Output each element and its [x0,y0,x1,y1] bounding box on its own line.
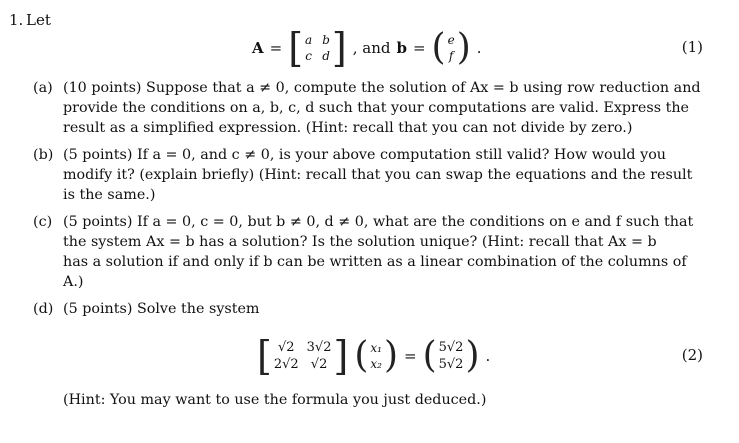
part-d-label: (d) [33,301,54,317]
problem-number: 1. [9,11,24,29]
matrix-entry: 3√2 [306,340,332,355]
matrix-a [288,24,347,72]
left-paren-icon: ( [354,335,369,376]
rhs-entries [439,340,464,372]
matrix-a-symbol: A [252,39,264,57]
matrix-entry: d [322,49,330,63]
vector-entry: 5√2 [438,340,464,355]
matrix-entry: c [305,49,312,63]
left-bracket-icon: [ [288,24,304,72]
text-line: A.) [63,274,84,290]
coefficient-entries [274,340,332,372]
coefficient-matrix [257,332,349,380]
vector-b-symbol: b [396,39,407,57]
right-paren-icon: ) [456,27,471,68]
final-hint: (Hint: You may want to use the formula you just deduced.) [63,392,487,408]
text-line: (5 points) If a = 0, and c ≠ 0, is your above computation still valid? How would you [63,147,667,163]
period: . [485,347,491,365]
right-bracket-icon: ] [331,24,347,72]
equals-sign: = [412,39,426,57]
rhs-vector [422,335,480,376]
unknowns-vector [354,335,398,376]
equals-sign: = [403,347,417,365]
part-c-label: (c) [33,214,53,230]
part-d-text [63,299,708,319]
matrix-entry: √2 [310,357,328,372]
text-line: modify it? (explain briefly) (Hint: recall that you can swap the equations and the result [63,167,693,183]
period: . [476,39,482,57]
equation-number-1: (1) [681,38,703,56]
part-b [33,145,713,205]
right-paren-icon: ) [383,335,398,376]
matrix-entry: a [305,33,313,47]
part-a [33,78,713,138]
left-bracket-icon: [ [257,332,272,380]
vector-entry: x₂ [370,357,382,371]
text-line: provide the conditions on a, b, c, d such that your computations are valid. Express the [63,100,690,116]
part-a-text [63,78,708,138]
unknowns-entries [370,341,382,371]
equation-2-body [257,330,490,382]
right-bracket-icon: ] [333,332,349,380]
text-line: (5 points) If a = 0, c = 0, but b ≠ 0, d ≠ 0, what are the conditions on e and f such that [63,214,694,230]
equation-2 [0,330,739,382]
right-paren-icon: ) [465,335,480,376]
matrix-entry: √2 [277,340,295,355]
matrix-entry: b [322,33,330,47]
part-c [33,212,713,292]
and-text: , and [352,39,391,57]
text-line: result as a simplified expression. (Hint: recall that you can not divide by zero.) [63,120,633,136]
text-line: has a solution if and only if b can be written as a linear combination of the columns of [63,254,687,270]
vector-b-entries [448,33,455,63]
text-line: the system Ax = b has a solution? Is the solution unique? (Hint: recall that Ax = b [63,234,657,250]
matrix-entry: 2√2 [273,357,299,372]
text-line: (5 points) Solve the system [63,301,260,317]
left-paren-icon: ( [431,27,446,68]
equation-1 [0,22,739,74]
text-line: (10 points) Suppose that a ≠ 0, compute the solution of Ax = b using row reduction and [63,80,701,96]
vector-entry: 5√2 [438,357,464,372]
part-b-label: (b) [33,147,54,163]
problem-lead: Let [26,11,51,29]
text-line: is the same.) [63,187,156,203]
left-paren-icon: ( [422,335,437,376]
equation-1-body [252,22,482,74]
vector-entry: e [447,33,455,47]
part-c-text [63,212,708,292]
vector-entry: f [448,49,454,63]
equation-number-2: (2) [681,346,703,364]
vector-entry: x₁ [370,341,382,355]
matrix-a-entries [305,33,330,63]
part-a-label: (a) [33,80,53,96]
part-d [33,299,713,319]
vector-b [431,27,471,68]
equals-sign: = [269,39,283,57]
part-b-text [63,145,708,205]
